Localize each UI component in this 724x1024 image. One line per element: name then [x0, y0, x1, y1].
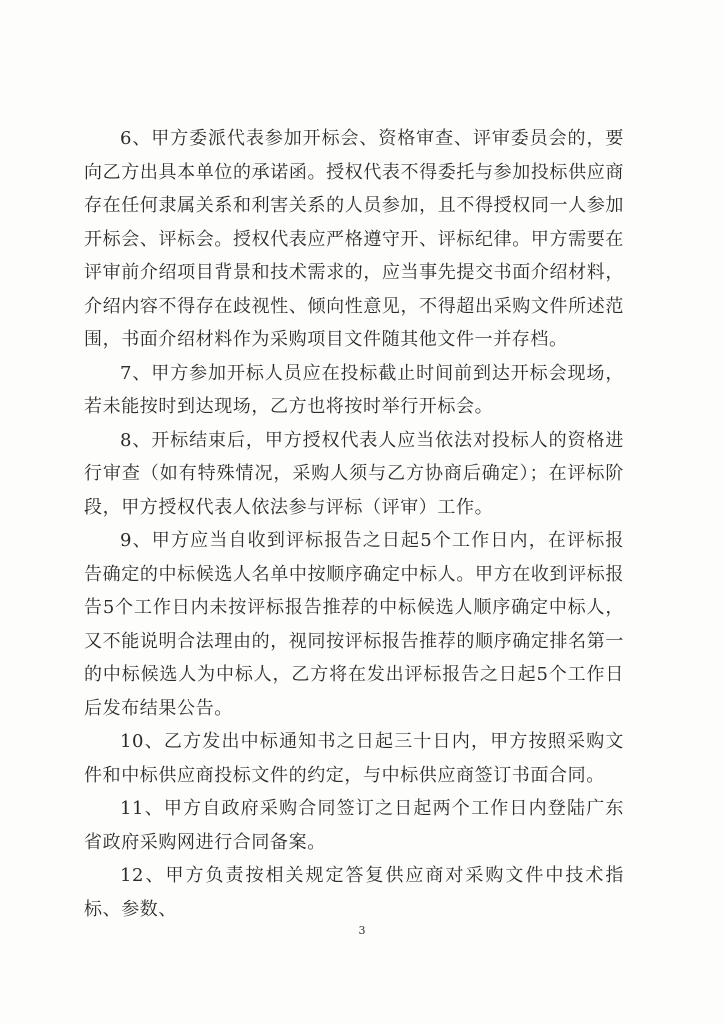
page-number: 3 — [358, 924, 366, 937]
paragraph-9: 9、甲方应当自收到评标报告之日起5个工作日内，在评标报告确定的中标候选人名单中按顺序确定中标人。甲方在收到评标报告5个工作日内未按评标报告推荐的中标候选人顺序确定中标人，又不能说明合法理由的，视同按评标报告推荐的顺序确定排名第一的中标候选人为中标人，乙方将在发出评标报告之日起5个工作日后发布结果公告。 — [84, 530, 624, 719]
paragraph-10: 10、乙方发出中标通知书之日起三十日内，甲方按照采购文件和中标供应商投标文件的约定，与中标供应商签订书面合同。 — [84, 731, 624, 786]
paragraph-8: 8、开标结束后，甲方授权代表人应当依法对投标人的资格进行审查（如有特殊情况，采购人须与乙方协商后确定）；在评标阶段，甲方授权代表人依法参与评标（评审）工作。 — [84, 429, 624, 518]
paragraph-7: 7、甲方参加开标人员应在投标截止时间前到达开标会现场，若未能按时到达现场，乙方也将按时举行开标会。 — [84, 362, 624, 417]
paragraph-12: 12、甲方负责按相关规定答复供应商对采购文件中技术指标、参数、 — [84, 865, 624, 920]
document-body — [84, 122, 624, 926]
paragraph-11: 11、甲方自政府采购合同签订之日起两个工作日内登陆广东省政府采购网进行合同备案。 — [84, 798, 624, 853]
paragraph-6: 6、甲方委派代表参加开标会、资格审查、评审委员会的，要向乙方出具本单位的承诺函。授权代表不得委托与参加投标供应商存在任何隶属关系和利害关系的人员参加，且不得授权同一人参加开标会、评标会。授权代表应严格遵守开、评标纪律。甲方需要在评审前介绍项目背景和技术需求的，应当事先提交书面介绍材料，介绍内容不得存在歧视性、倾向性意见，不得超出采购文件所述范围，书面介绍材料作为采购项目文件随其他文件一并存档。 — [84, 128, 624, 350]
